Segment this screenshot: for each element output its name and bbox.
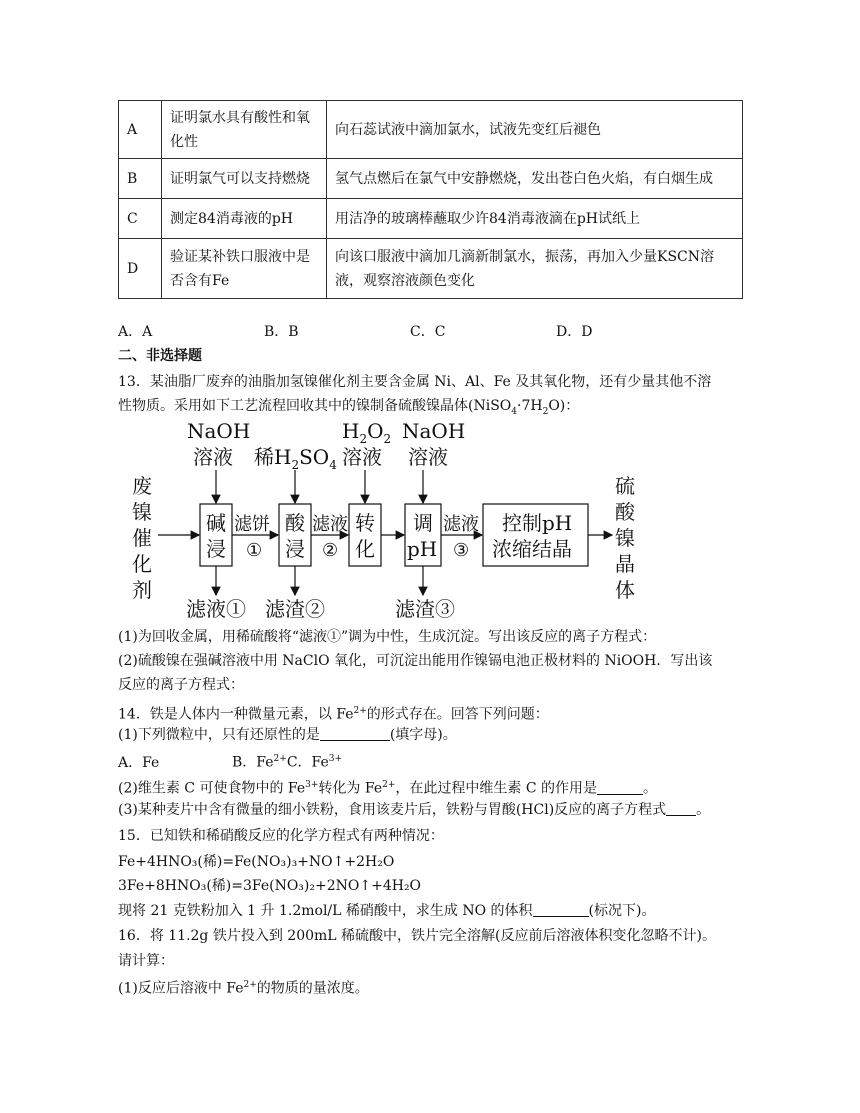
link-label: 滤饼	[234, 514, 270, 535]
q13-part2a: (2)硫酸镍在强碱溶液中用 NaClO 氧化，可沉淀出能用作镍镉电池正极材料的 NiOOH．写出该	[118, 653, 713, 669]
row-operation: 向石蕊试液中滴加氯水，试液先变红后褪色	[327, 101, 743, 159]
process-flow-diagram	[120, 418, 660, 623]
box-label: 酸	[285, 511, 305, 535]
box-label: 化	[355, 537, 375, 561]
reagent-naoh-1: NaOH	[187, 419, 251, 443]
input-char: 废	[132, 474, 152, 498]
reagent-solution-3: 溶液	[342, 445, 382, 469]
box-label: 控制pH	[502, 511, 573, 535]
text: 。	[643, 780, 658, 797]
text: O)：	[548, 398, 580, 414]
choice-a: A．A	[118, 324, 153, 340]
q14-part1	[118, 725, 457, 745]
link-label: ③	[453, 540, 470, 561]
input-char: 化	[132, 552, 152, 576]
input-char: 镍	[132, 500, 152, 524]
q14-options: A．Fe B．$Fe^{2+}C$．$Fe^{3+}$	[118, 754, 343, 771]
box-label: 碱	[206, 511, 226, 535]
text: (3)某种麦片中含有微量的细小铁粉，食用该麦片后，铁粉与胃酸(HCl)反应的离子方程式	[118, 802, 667, 818]
table-row	[119, 101, 743, 159]
box-label: 调	[413, 511, 433, 535]
output-char: 晶	[615, 552, 635, 576]
row-label: D	[119, 239, 162, 299]
row-label: C	[119, 199, 162, 239]
text: (2)维生素 C 可使食物中的 Fe	[118, 780, 306, 797]
output-char: 镍	[615, 526, 635, 550]
answer-blank[interactable]	[533, 902, 589, 917]
box-label: 转	[355, 511, 375, 535]
row-label: B	[119, 159, 162, 199]
q15-ask	[118, 901, 655, 921]
text: SO	[299, 445, 330, 469]
input-char: 催	[132, 526, 152, 550]
q14-part2: (2)维生素 C 可使食物中的 $Fe^{3+}$转化为 $Fe^{2+}$，在此过程中维生素 C 的作用是 。	[118, 780, 658, 797]
q14-intro: 14．铁是人体内一种微量元素，以 $Fe^{2+}$的形式存在。回答下列问题：	[118, 706, 549, 723]
q13-intro-2: 性物质。采用如下工艺流程回收其中的镍制备硫酸镍晶体$(NiSO_4\cdot 7H_2O)$：	[118, 398, 580, 417]
section-heading: 二、非选择题	[118, 348, 202, 364]
answer-blank[interactable]	[666, 801, 696, 816]
text: 现将 21 克铁粉加入 1 升 1.2mol/L 稀硝酸中，求生成 NO 的体积	[118, 903, 533, 919]
reagent-h2so4: 稀$H_2SO_4$	[254, 445, 337, 472]
output-char: 酸	[615, 500, 635, 524]
choice-c: C．C	[410, 324, 446, 340]
text: (1)反应后溶液中 Fe	[118, 980, 244, 997]
table-row	[119, 199, 743, 239]
waste-label: 滤渣②	[265, 597, 325, 621]
row-operation: 向该口服液中滴加几滴新制氯水，振荡，再加入少量KSCN溶液，观察溶液颜色变化	[327, 239, 743, 299]
input-char: 剂	[132, 578, 152, 602]
link-label: 滤液	[312, 514, 348, 535]
output-char: 体	[615, 578, 635, 602]
output-char: 硫	[615, 474, 635, 498]
answer-blank[interactable]	[597, 780, 643, 795]
waste-label: 滤液①	[186, 597, 246, 621]
row-purpose: 验证某补铁口服液中是否含有Fe	[162, 239, 327, 299]
row-purpose: 证明氯水具有酸性和氧化性	[162, 101, 327, 159]
reagent-solution-1: 溶液	[193, 445, 233, 469]
table-row	[119, 159, 743, 199]
text: O	[367, 419, 384, 443]
text: 。	[696, 802, 711, 818]
text: 稀H	[254, 445, 292, 469]
text: H	[342, 419, 360, 443]
reagent-h2o2: $H_2O_2$	[342, 419, 392, 446]
options-table	[118, 100, 743, 299]
q16-ask: 请计算：	[118, 953, 174, 969]
q13-intro-1: 13．某油脂厂废弃的油脂加氢镍催化剂主要含金属 Ni、Al、Fe 及其氧化物，还有少量其他不溶	[118, 374, 712, 390]
q16-part1: (1)反应后溶液中 $Fe^{2+}$的物质的量浓度。	[118, 980, 369, 997]
box-label: 浸	[285, 537, 305, 561]
reagent-solution-4: 溶液	[408, 445, 448, 469]
row-label: A	[119, 101, 162, 159]
row-purpose: 测定84消毒液的pH	[162, 199, 327, 239]
text: ·7H	[517, 398, 543, 414]
text: (标况下)。	[588, 903, 656, 919]
link-label: 滤液	[443, 514, 479, 535]
q15-eq1: Fe+4HNO₃(稀)=Fe(NO₃)₃+NO↑+2H₂O	[118, 854, 395, 870]
row-purpose: 证明氯气可以支持燃烧	[162, 159, 327, 199]
q16-intro: 16．将 11.2g 铁片投入到 200mL 稀硫酸中，铁片完全溶解(反应前后溶液体积变化忽略不计)。	[118, 928, 716, 944]
q13-part2b: 反应的离子方程式：	[118, 677, 244, 693]
reagent-naoh-4: NaOH	[402, 419, 466, 443]
text: 转化为 Fe	[318, 780, 383, 797]
text: (填字母)。	[389, 727, 457, 743]
q13-part1: (1)为回收金属，用稀硫酸将“滤液①”调为中性，生成沉淀。写出该反应的离子方程式：	[118, 629, 657, 645]
q15-intro: 15．已知铁和稀硝酸反应的化学方程式有两种情况：	[118, 828, 444, 844]
choice-b: B．B	[264, 324, 299, 340]
row-operation: 用洁净的玻璃棒蘸取少许84消毒液滴在pH试纸上	[327, 199, 743, 239]
link-label: ②	[322, 540, 339, 561]
option-b: B．Fe	[232, 754, 274, 771]
option-c: C．Fe	[286, 754, 329, 771]
text: (1)下列微粒中，只有还原性的是	[118, 727, 320, 743]
q15-eq2: 3Fe+8HNO₃(稀)=3Fe(NO₃)₂+2NO↑+4H₂O	[118, 878, 422, 894]
box-label: 浸	[206, 537, 226, 561]
choice-d: D．D	[556, 324, 593, 340]
box-label: pH	[407, 537, 438, 561]
q14-part3	[118, 800, 710, 820]
box-label: 浓缩结晶	[492, 537, 572, 561]
text: ，在此过程中维生素 C 的作用是	[395, 780, 598, 797]
row-operation: 氢气点燃后在氯气中安静燃烧，发出苍白色火焰，有白烟生成	[327, 159, 743, 199]
text: 性物质。采用如下工艺流程回收其中的镍制备硫酸镍晶体(NiSO	[118, 398, 512, 414]
text: 的物质的量浓度。	[256, 980, 369, 997]
link-label: ①	[246, 540, 263, 561]
q12-choices	[118, 322, 592, 342]
waste-label: 滤渣③	[395, 597, 455, 621]
option-a: A．Fe	[118, 754, 160, 771]
text: 的形式存在。回答下列问题：	[366, 706, 549, 723]
table-row	[119, 239, 743, 299]
text: 14．铁是人体内一种微量元素，以 Fe	[118, 706, 354, 723]
answer-blank[interactable]	[320, 726, 390, 741]
